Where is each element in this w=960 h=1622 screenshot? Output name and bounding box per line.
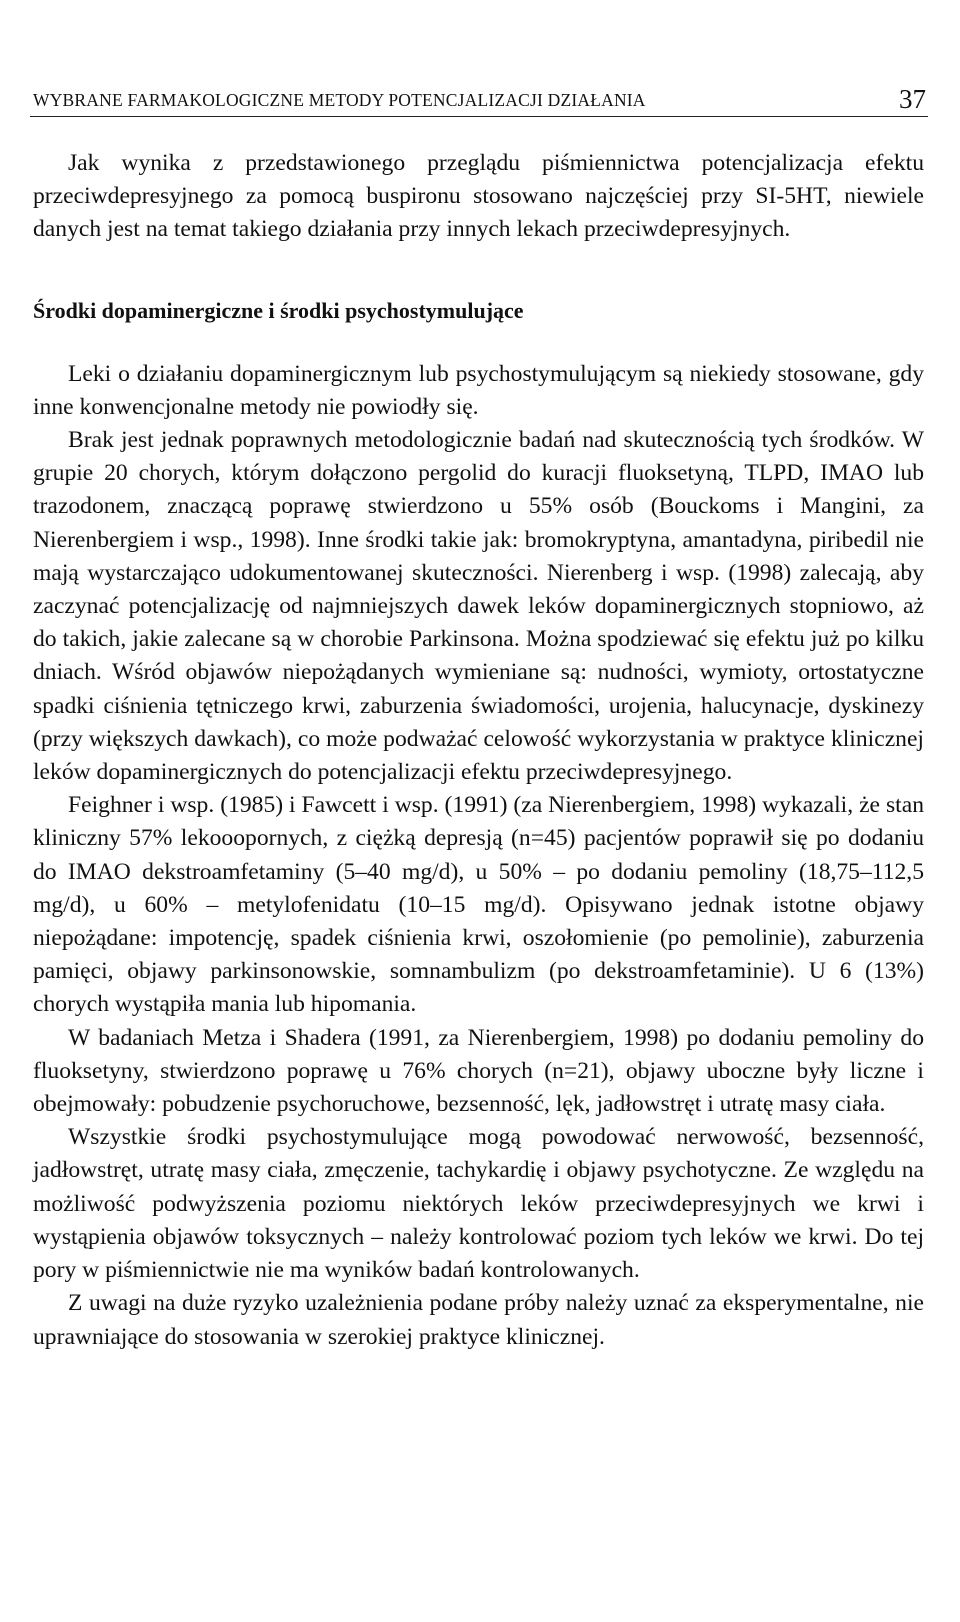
paragraph: W badaniach Metza i Shadera (1991, za Nierenbergiem, 1998) po dodaniu pemoliny do fluoksetyny, stwierdzono poprawę u 76% chorych (n=21), objawy uboczne były liczne i obejmowały: pobudzenie psychoruchowe, bezsenność, lęk, jadłowstręt i utratę masy ciała. bbox=[33, 1024, 924, 1118]
paragraph-intro: Jak wynika z przedstawionego przeglądu piśmiennictwa potencjalizacja efektu przeciwdepresyjnego za pomocą buspironu stosowano najczęściej przy SI-5HT, niewiele danych jest na temat takiego działania przy innych lekach przeciwdepresyjnych. bbox=[33, 150, 924, 243]
paragraph: Wszystkie środki psychostymulujące mogą powodować nerwowość, bezsenność, jadłowstręt, utratę masy ciała, zmęczenie, tachykardię i objawy psychotyczne. Ze względu na możliwość podwyższenia poziomu niektórych leków przeciwdepresyjnych we krwi i wystąpienia objawów toksycznych – należy kontrolować poziom tych leków we krwi. Do tej pory w piśmiennictwie nie ma wyników badań kontrolowanych. bbox=[33, 1124, 924, 1284]
page-number: 37 bbox=[899, 84, 926, 114]
running-title: WYBRANE FARMAKOLOGICZNE METODY POTENCJALIZACJI DZIAŁANIA bbox=[33, 90, 646, 110]
main-text bbox=[33, 147, 924, 1354]
paragraph-closing: Z uwagi na duże ryzyko uzależnienia podane próby należy uznać za eksperymentalne, nie uprawniające do stosowania w szerokiej praktyce klinicznej. bbox=[33, 1290, 924, 1350]
section-heading: Środki dopaminergiczne i środki psychostymulujące bbox=[33, 297, 524, 323]
paragraph: Leki o działaniu dopaminergicznym lub psychostymulującym są niekiedy stosowane, gdy inne konwencjonalne metody nie powiodły się. bbox=[33, 360, 924, 420]
paragraph: Feighner i wsp. (1985) i Fawcett i wsp. (1991) (za Nierenbergiem, 1998) wykazali, że stan kliniczny 57% lekooopornych, z ciężką depresją (n=45) pacjentów poprawił się po dodaniu do IMAO dekstroamfetaminy (5–40 mg/d), u 50% – po dodaniu pemoliny (18,75–112,5 mg/d), u 60% – metylofenidatu (10–15 mg/d). Opisywano jednak istotne objawy niepożądane: impotencję, spadek ciśnienia krwi, oszołomienie (po pemolinie), zaburzenia pamięci, objawy parkinsonowskie, somnambulizm (po dekstroamfetaminie). U 6 (13%) chorych wystąpiła mania lub hipomania. bbox=[33, 792, 924, 1018]
running-header bbox=[30, 86, 928, 117]
paragraph: Brak jest jednak poprawnych metodologicznie badań nad skutecznością tych środków. W grupie 20 chorych, którym dołączono pergolid do kuracji fluoksetyną, TLPD, IMAO lub trazodonem, znaczącą poprawę stwierdzono u 55% osób (Bouckoms i Mangini, za Nierenbergiem i wsp., 1998). Inne środki takie jak: bromokryptyna, amantadyna, piribedil nie mają wystarczająco udokumentowanej skuteczności. Nierenberg i wsp. (1998) zalecają, aby zaczynać potencjalizację od najmniejszych dawek leków dopaminergicznych stopniowo, aż do takich, jakie zalecane są w chorobie Parkinsona. Można spodziewać się efektu już po kilku dniach. Wśród objawów niepożądanych wymieniane są: nudności, wymioty, ortostatyczne spadki ciśnienia tętniczego krwi, zaburzenia świadomości, urojenia, halucynacje, dyskinezy (przy większych dawkach), co może podważać celowość wykorzystania w praktyce klinicznej leków dopaminergicznych do potencjalizacji efektu przeciwdepresyjnego. bbox=[33, 427, 924, 786]
